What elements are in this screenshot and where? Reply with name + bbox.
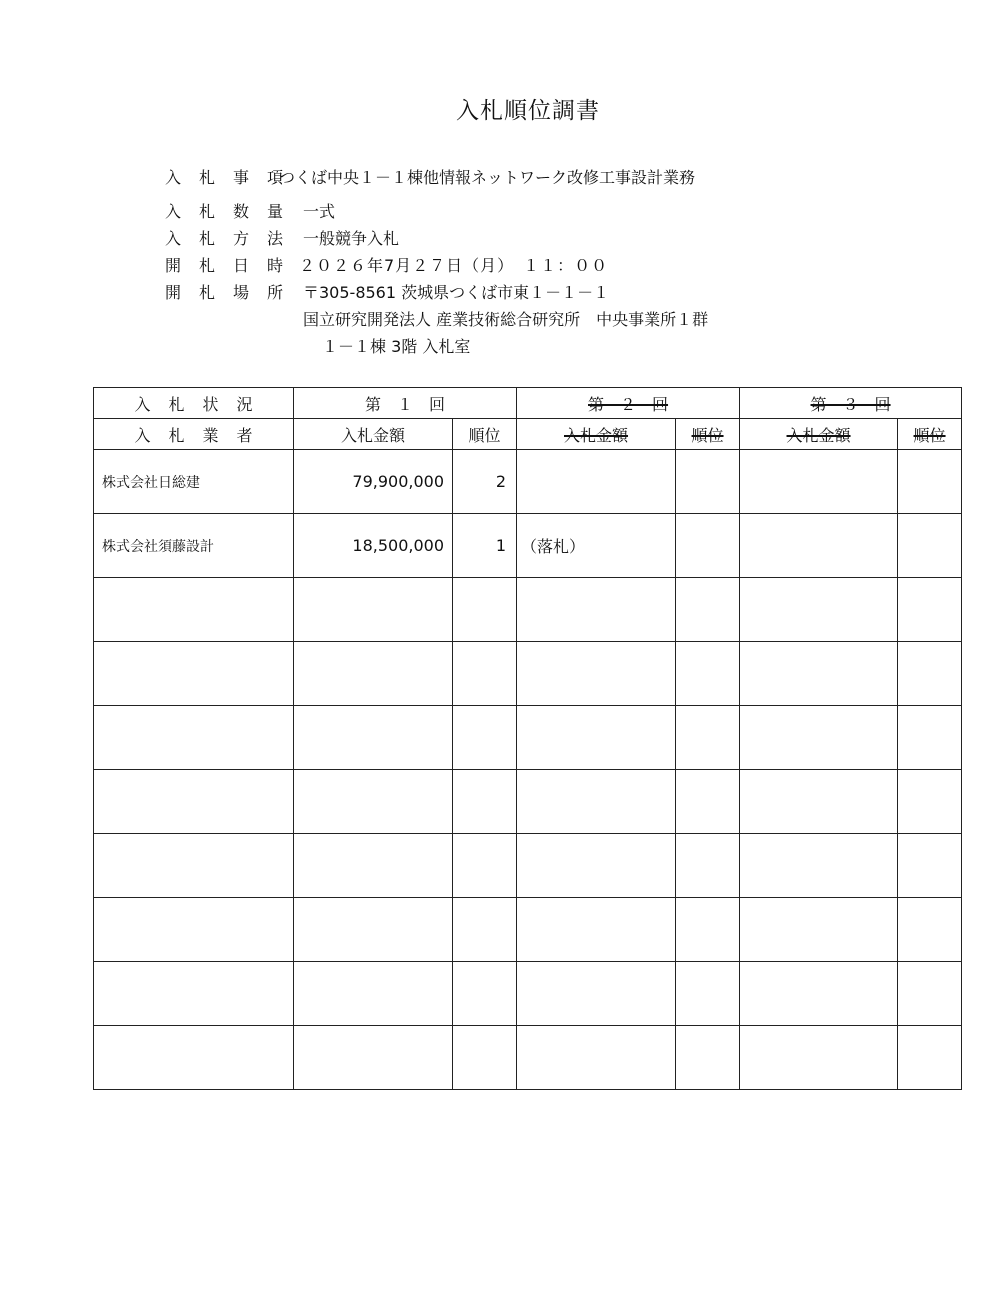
round-3-amount: [740, 1026, 898, 1090]
table-row: [94, 962, 962, 1026]
round-1-amount-header: 入札金額: [294, 419, 453, 450]
round-2-rank: [676, 834, 740, 898]
opening-place-value: 〒305-8561 茨城県つくば市東１－１－１: [303, 283, 610, 302]
round-2-amount: [517, 770, 676, 834]
round-1-amount: 79,900,000: [294, 450, 453, 514]
table-row: [94, 514, 962, 578]
bidder-name: [94, 962, 294, 1026]
round-3-rank-label: 順位: [913, 425, 946, 445]
round-2-label: 第 ２ 回: [588, 394, 669, 414]
round-1-rank: [453, 834, 517, 898]
round-2-rank-header: [676, 419, 740, 450]
bid-quantity-line: [165, 199, 335, 222]
table-row: [94, 642, 962, 706]
opening-datetime-value: ２０２６年7月２７日（月） １１：００: [299, 256, 609, 275]
bid-item-label: [165, 165, 287, 188]
round-1-rank: [453, 770, 517, 834]
round-2-rank: [676, 642, 740, 706]
round-1-label: 第 １ 回: [365, 394, 446, 414]
label-char: 況: [236, 394, 253, 414]
label-char: 項: [267, 168, 284, 187]
round-3-amount: [740, 642, 898, 706]
round-2-amount: [517, 450, 676, 514]
bid-status-header: [94, 388, 294, 419]
label-char: 札: [199, 202, 216, 221]
round-1-amount: [294, 578, 453, 642]
round-3-rank: [898, 706, 962, 770]
label-char: 日: [233, 256, 250, 275]
table-row: [94, 450, 962, 514]
bidder-name: [94, 578, 294, 642]
round-2-amount: （落札）: [517, 514, 676, 578]
round-3-amount: [740, 770, 898, 834]
label-char: 量: [267, 202, 284, 221]
label-char: 者: [236, 425, 253, 445]
round-3-label: 第 ３ 回: [810, 394, 891, 414]
bid-quantity-label: [165, 199, 287, 222]
label-char: 札: [199, 229, 216, 248]
round-3-amount-header: [740, 419, 898, 450]
round-1-rank: [453, 642, 517, 706]
round-1-amount: [294, 1026, 453, 1090]
round-2-amount: [517, 706, 676, 770]
bidder-name: [94, 834, 294, 898]
round-3-rank-header: [898, 419, 962, 450]
label-char: 入: [165, 202, 182, 221]
bidder-name: [94, 642, 294, 706]
bid-quantity-value: 一式: [303, 202, 336, 221]
round-2-amount: [517, 1026, 676, 1090]
opening-datetime-label: [165, 253, 287, 276]
round-2-rank: [676, 450, 740, 514]
round-2-amount: [517, 578, 676, 642]
round-3-amount: [740, 514, 898, 578]
round-3-amount: [740, 962, 898, 1026]
round-1-amount: [294, 642, 453, 706]
round-1-rank: 1: [453, 514, 517, 578]
round-2-amount: [517, 962, 676, 1026]
round-3-rank: [898, 834, 962, 898]
opening-place-line: [165, 280, 609, 303]
round-3-rank: [898, 642, 962, 706]
label-char: 開: [165, 283, 182, 302]
label-char: 札: [168, 394, 185, 414]
round-2-rank: [676, 962, 740, 1026]
round-3-amount-label: 入札金額: [786, 425, 851, 445]
round-1-rank: [453, 1026, 517, 1090]
round-1-rank: [453, 962, 517, 1026]
round-3-header: [740, 388, 962, 419]
round-2-amount-header: [517, 419, 676, 450]
label-char: 入: [134, 425, 151, 445]
table-row: [94, 1026, 962, 1090]
header-row-rounds: [94, 388, 962, 419]
round-2-rank: [676, 770, 740, 834]
round-1-amount: [294, 962, 453, 1026]
opening-datetime-line: [165, 253, 608, 276]
label-char: 入: [134, 394, 151, 414]
bid-method-label: [165, 226, 287, 249]
round-1-amount: [294, 706, 453, 770]
opening-place-line2: 国立研究開発法人 産業技術総合研究所 中央事業所１群: [303, 310, 709, 329]
round-1-header: [294, 388, 517, 419]
round-3-amount: [740, 706, 898, 770]
round-1-rank: 2: [453, 450, 517, 514]
round-2-rank-label: 順位: [691, 425, 724, 445]
round-2-amount: [517, 642, 676, 706]
table-row: [94, 770, 962, 834]
table-row: [94, 898, 962, 962]
bidder-name: [94, 706, 294, 770]
opening-place-label: [165, 280, 287, 303]
table-row: [94, 706, 962, 770]
label-char: 入: [165, 168, 182, 187]
round-1-rank: [453, 578, 517, 642]
bidder-name: [94, 898, 294, 962]
round-1-rank: [453, 706, 517, 770]
bidder-name: [94, 770, 294, 834]
label-char: 開: [165, 256, 182, 275]
bidder-name: 株式会社須藤設計: [94, 514, 294, 578]
round-2-header: [517, 388, 740, 419]
round-1-rank-header: 順位: [453, 419, 517, 450]
round-3-amount: [740, 898, 898, 962]
round-3-rank: [898, 450, 962, 514]
round-3-rank: [898, 770, 962, 834]
label-char: 時: [267, 256, 284, 275]
round-3-rank: [898, 962, 962, 1026]
label-char: 所: [267, 283, 284, 302]
label-char: 状: [202, 394, 219, 414]
label-char: 事: [233, 168, 250, 187]
label-char: 札: [168, 425, 185, 445]
bid-ranking-table: [93, 387, 962, 1090]
bid-item-line: [165, 165, 695, 188]
round-1-amount: 18,500,000: [294, 514, 453, 578]
round-1-amount: [294, 898, 453, 962]
label-char: 札: [199, 168, 216, 187]
bidder-header: [94, 419, 294, 450]
label-char: 業: [202, 425, 219, 445]
round-2-rank: [676, 514, 740, 578]
document-title: 入札順位調書: [456, 98, 600, 124]
bidder-name: [94, 1026, 294, 1090]
round-1-amount: [294, 770, 453, 834]
label-char: 入: [165, 229, 182, 248]
round-3-rank: [898, 514, 962, 578]
label-char: 方: [233, 229, 250, 248]
round-3-rank: [898, 578, 962, 642]
round-3-rank: [898, 1026, 962, 1090]
round-2-rank: [676, 1026, 740, 1090]
round-3-rank: [898, 898, 962, 962]
opening-place-line3: １－１棟 3階 入札室: [322, 337, 471, 356]
round-1-rank: [453, 898, 517, 962]
header-row-columns: [94, 419, 962, 450]
round-2-amount: [517, 898, 676, 962]
round-2-rank: [676, 578, 740, 642]
label-char: 札: [199, 256, 216, 275]
label-char: 場: [233, 283, 250, 302]
table-row: [94, 578, 962, 642]
table-row: [94, 834, 962, 898]
round-1-amount: [294, 834, 453, 898]
bid-method-value: 一般競争入札: [303, 229, 400, 248]
round-2-amount-label: 入札金額: [564, 425, 629, 445]
bid-item-value: つくば中央１－１棟他情報ネットワーク改修工事設計業務: [279, 168, 696, 187]
bid-method-line: [165, 226, 399, 249]
round-3-amount: [740, 834, 898, 898]
label-char: 数: [233, 202, 250, 221]
round-2-amount: [517, 834, 676, 898]
round-2-rank: [676, 898, 740, 962]
bidder-name: 株式会社日総建: [94, 450, 294, 514]
round-3-amount: [740, 450, 898, 514]
label-char: 札: [199, 283, 216, 302]
label-char: 法: [267, 229, 284, 248]
round-3-amount: [740, 578, 898, 642]
round-2-rank: [676, 706, 740, 770]
